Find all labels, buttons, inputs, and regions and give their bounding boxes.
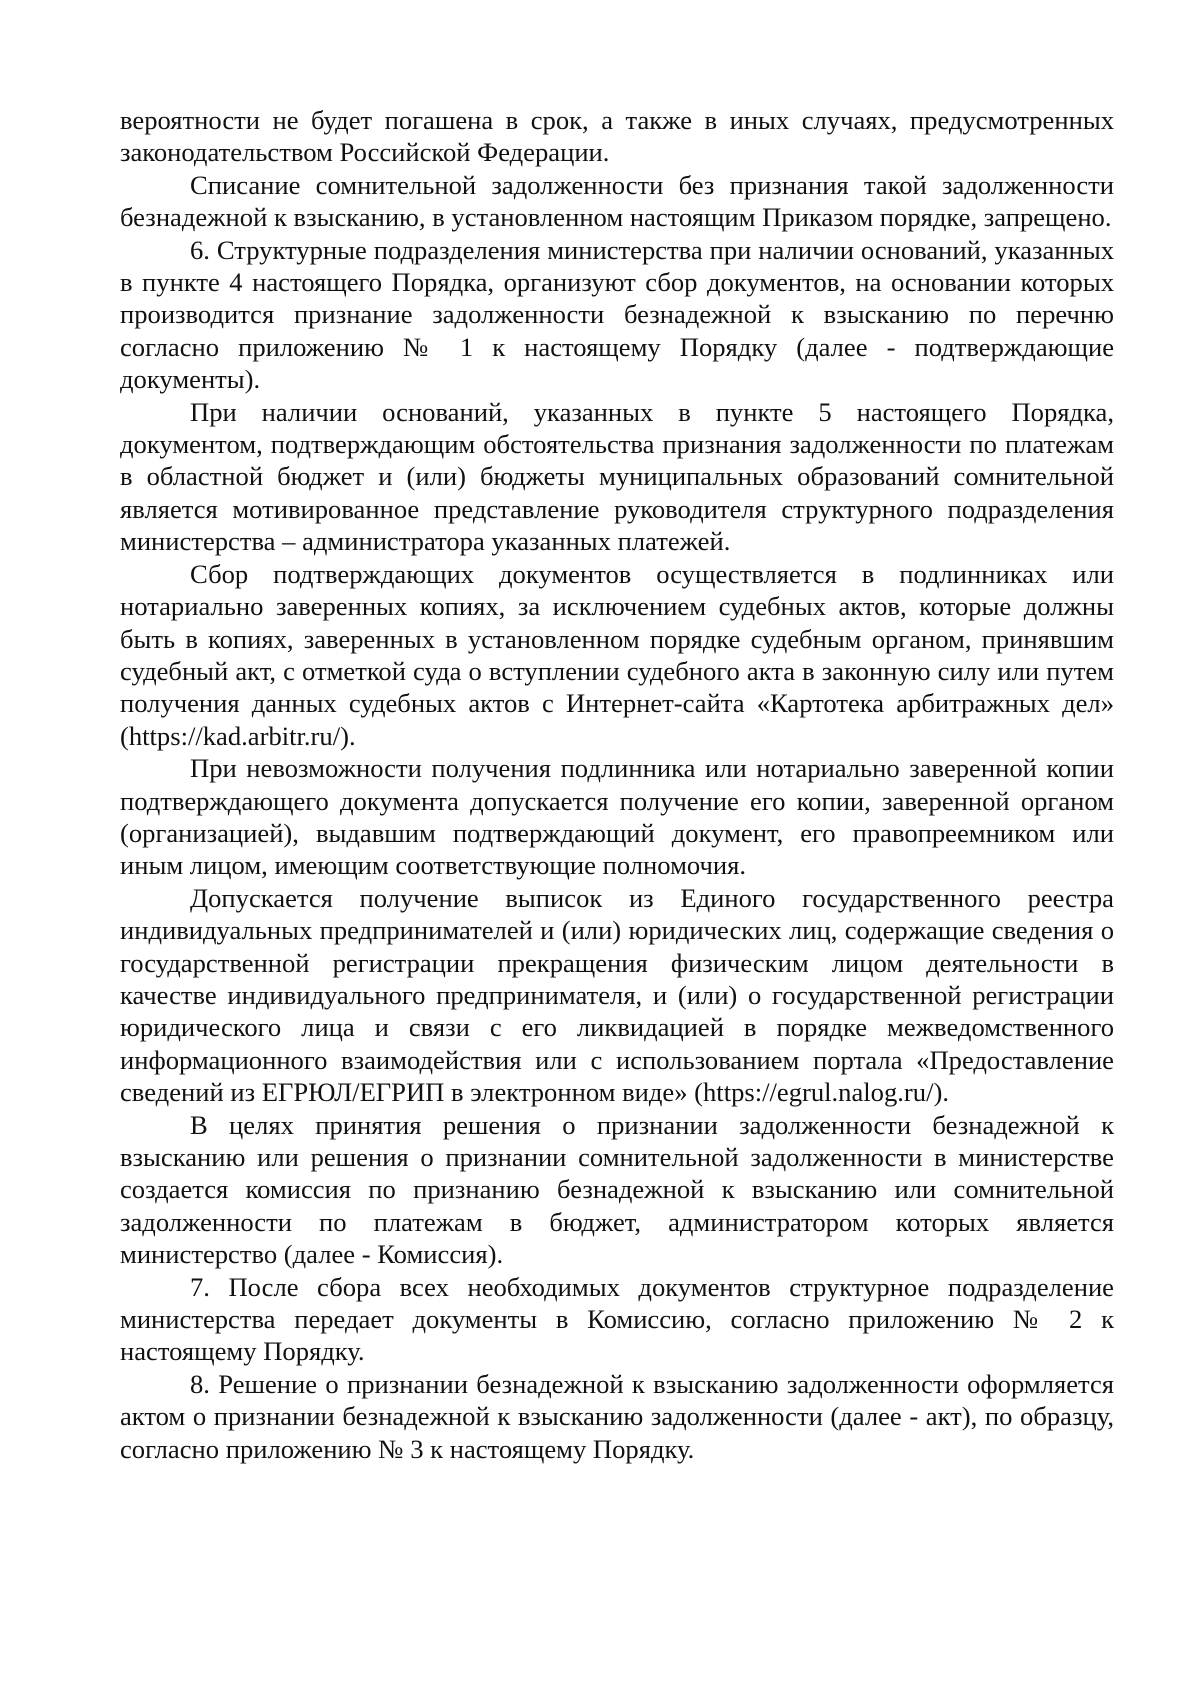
- document-page: [120, 104, 1114, 1465]
- paragraph-item-7: 7. После сбора всех необходимых документов структурное подразделение министерства передает документы в Комиссию, согласно приложению № 2 к настоящему Порядку.: [120, 1271, 1114, 1367]
- paragraph-write-off-prohibition: Списание сомнительной задолженности без признания такой задолженности безнадежной к взысканию, в установленном настоящим Приказом порядке, запрещено.: [120, 169, 1114, 233]
- paragraph-copy-permission: При невозможности получения подлинника или нотариально заверенной копии подтверждающего документа допускается получение его копии, заверенной органом (организацией), выдавшим подтверждающий документ, его правопреемником или иным лицом, имеющим соответствующие полномочия.: [120, 753, 1114, 881]
- paragraph-document-collection: Сбор подтверждающих документов осуществляется в подлинниках или нотариально заверенных копиях, за исключением судебных актов, которые должны быть в копиях, заверенных в установленном порядке судебным органом, принявшим судебный акт, с отметкой суда о вступлении судебного акта в законную силу или путем получения данных судебных актов с Интернет-сайта «Картотека арбитражных дел» (https://kad.arbitr.ru/).: [120, 558, 1114, 751]
- paragraph-commission: В целях принятия решения о признании задолженности безнадежной к взысканию или решения о признании сомнительной задолженности в министерстве создается комиссия по признанию безнадежной к взысканию или сомнительной задолженности по платежам в бюджет, администратором которых является министерство (далее - Комиссия).: [120, 1109, 1114, 1270]
- paragraph-doubtful-debt-document: При наличии оснований, указанных в пункте 5 настоящего Порядка, документом, подтверждающим обстоятельства признания задолженности по платежам в областной бюджет и (или) бюджеты муниципальных образований сомнительной является мотивированное представление руководителя структурного подразделения министерства – администратора указанных платежей.: [120, 396, 1114, 557]
- paragraph-item-6: 6. Структурные подразделения министерства при наличии оснований, указанных в пункте 4 настоящего Порядка, организуют сбор документов, на основании которых производится признание задолженности безнадежной к взысканию по перечню согласно приложению № 1 к настоящему Порядку (далее - подтверждающие документы).: [120, 234, 1114, 395]
- paragraph-continuation: вероятности не будет погашена в срок, а также в иных случаях, предусмотренных законодательством Российской Федерации.: [120, 105, 1114, 168]
- paragraph-registry-extracts: Допускается получение выписок из Единого государственного реестра индивидуальных предпринимателей и (или) юридических лиц, содержащие сведения о государственной регистрации прекращения физическим лицом деятельности в качестве индивидуального предпринимателя, и (или) о государственной регистрации юридического лица и связи с его ликвидацией в порядке межведомственного информационного взаимодействия или с использованием портала «Предоставление сведений из ЕГРЮЛ/ЕГРИП в электронном виде» (https://egrul.nalog.ru/).: [120, 882, 1114, 1108]
- paragraph-item-8: 8. Решение о признании безнадежной к взысканию задолженности оформляется актом о признании безнадежной к взысканию задолженности (далее - акт), по образцу, согласно приложению № 3 к настоящему Порядку.: [120, 1368, 1114, 1464]
